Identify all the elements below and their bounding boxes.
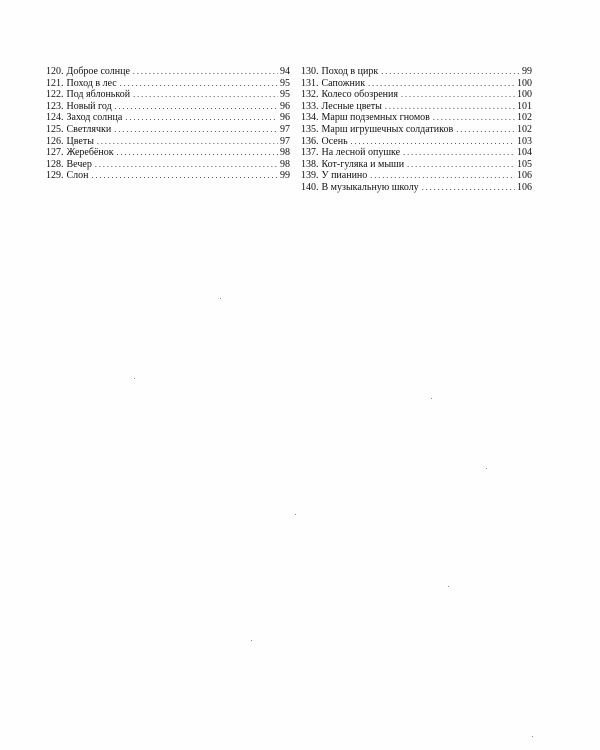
entry-title: Доброе солнце [66, 66, 130, 77]
toc-entry [46, 112, 290, 124]
entry-title: Осень [321, 135, 348, 147]
entry-number: 129. [46, 170, 64, 182]
entry-page: 95 [280, 89, 290, 101]
dot-leader [114, 124, 278, 136]
toc-entry [46, 124, 290, 136]
entry-page: 99 [280, 170, 290, 182]
entry-title: У пианино [321, 170, 368, 182]
entry-number: 126. [46, 135, 64, 147]
entry-page: 100 [517, 89, 532, 101]
entry-number: 138. [301, 158, 319, 170]
entry-title: Кот-гуляка и мыши [321, 158, 405, 170]
entry-number: 134. [301, 112, 319, 124]
entry-number: 125. [46, 123, 64, 135]
dot-leader [433, 112, 515, 124]
dot-leader [351, 136, 515, 148]
toc-entry [301, 136, 532, 148]
entry-page: 106 [517, 170, 532, 182]
toc-entry [46, 66, 290, 78]
scan-speck [295, 514, 296, 515]
dot-leader [92, 170, 278, 182]
toc-entry [301, 170, 532, 182]
entry-number: 135. [301, 123, 319, 135]
entry-number: 132. [301, 89, 319, 101]
entry-number: 121. [46, 77, 64, 89]
toc-entry [301, 101, 532, 113]
toc-entry [46, 159, 290, 171]
entry-number: 139. [301, 170, 319, 182]
entry-number: 137. [301, 147, 319, 159]
entry-number: 133. [301, 100, 319, 112]
dot-leader [385, 101, 515, 113]
entry-page: 98 [280, 147, 290, 159]
entry-title: Под яблонькой [66, 89, 131, 101]
entry-number: 130. [301, 66, 319, 77]
entry-page: 96 [280, 100, 290, 112]
entry-page: 101 [517, 100, 532, 112]
entry-title: Новый год [66, 100, 112, 112]
entry-title: Жеребёнок [66, 147, 114, 159]
entry-title: Поход в цирк [321, 66, 379, 77]
dot-leader [456, 124, 515, 136]
dot-leader [117, 147, 278, 159]
dot-leader [95, 159, 278, 171]
entry-title: Вечер [66, 158, 92, 170]
entry-title: В музыкальную школу [321, 181, 419, 193]
entry-title: Марш подземных гномов [321, 112, 430, 124]
dot-leader [368, 78, 515, 90]
dot-leader [97, 136, 278, 148]
entry-page: 98 [280, 158, 290, 170]
entry-title: Слон [66, 170, 89, 182]
scan-speck [431, 398, 432, 399]
entry-page: 105 [517, 158, 532, 170]
entry-title: Сапожник [321, 77, 366, 89]
scan-speck [134, 378, 135, 379]
toc-entry [46, 147, 290, 159]
dot-leader [381, 66, 520, 78]
entry-page: 102 [517, 123, 532, 135]
entry-number: 124. [46, 112, 64, 124]
dot-leader [422, 182, 515, 194]
entry-title: На лесной опушке [321, 147, 401, 159]
entry-page: 100 [517, 77, 532, 89]
entry-number: 136. [301, 135, 319, 147]
toc-entry [301, 89, 532, 101]
entry-title: Колесо обозрения [321, 89, 398, 101]
toc-entry [46, 136, 290, 148]
toc-entry [301, 124, 532, 136]
dot-leader [403, 147, 515, 159]
entry-page: 97 [280, 123, 290, 135]
dot-leader [133, 89, 278, 101]
entry-page: 95 [280, 77, 290, 89]
entry-number: 128. [46, 158, 64, 170]
entry-number: 131. [301, 77, 319, 89]
entry-page: 106 [517, 181, 532, 193]
scan-speck [251, 640, 252, 641]
entry-page: 102 [517, 112, 532, 124]
scan-speck [486, 468, 487, 469]
toc-entry [301, 182, 532, 194]
entry-number: 122. [46, 89, 64, 101]
toc-entry [301, 147, 532, 159]
toc-entry [301, 78, 532, 90]
entry-title: Марш игрушечных солдатиков [321, 123, 454, 135]
entry-number: 120. [46, 66, 64, 77]
entry-page: 104 [517, 147, 532, 159]
dot-leader [125, 112, 278, 124]
entry-number: 123. [46, 100, 64, 112]
toc-entry [301, 112, 532, 124]
dot-leader [401, 89, 515, 101]
entry-page: 99 [522, 66, 532, 77]
toc-entry [46, 78, 290, 90]
dot-leader [370, 170, 515, 182]
entry-number: 140. [301, 181, 319, 193]
toc-right-column [301, 66, 532, 194]
entry-page: 103 [517, 135, 532, 147]
toc-left-column [46, 66, 290, 182]
dot-leader [407, 159, 515, 171]
toc-entry [46, 101, 290, 113]
entry-number: 127. [46, 147, 64, 159]
toc-entry [301, 159, 532, 171]
entry-page: 97 [280, 135, 290, 147]
entry-title: Лесные цветы [321, 100, 382, 112]
toc-entry [46, 89, 290, 101]
scan-speck [220, 298, 221, 299]
toc-entry [301, 66, 532, 78]
entry-title: Цветы [66, 135, 94, 147]
toc-entry [46, 170, 290, 182]
entry-title: Поход в лес [66, 77, 117, 89]
entry-title: Заход солнца [66, 112, 123, 124]
entry-title: Светлячки [66, 123, 112, 135]
entry-page: 94 [280, 66, 290, 77]
dot-leader [115, 101, 278, 113]
entry-page: 96 [280, 112, 290, 124]
scan-speck [448, 586, 449, 587]
dot-leader [133, 66, 278, 78]
scan-speck [532, 736, 533, 737]
dot-leader [120, 78, 278, 90]
